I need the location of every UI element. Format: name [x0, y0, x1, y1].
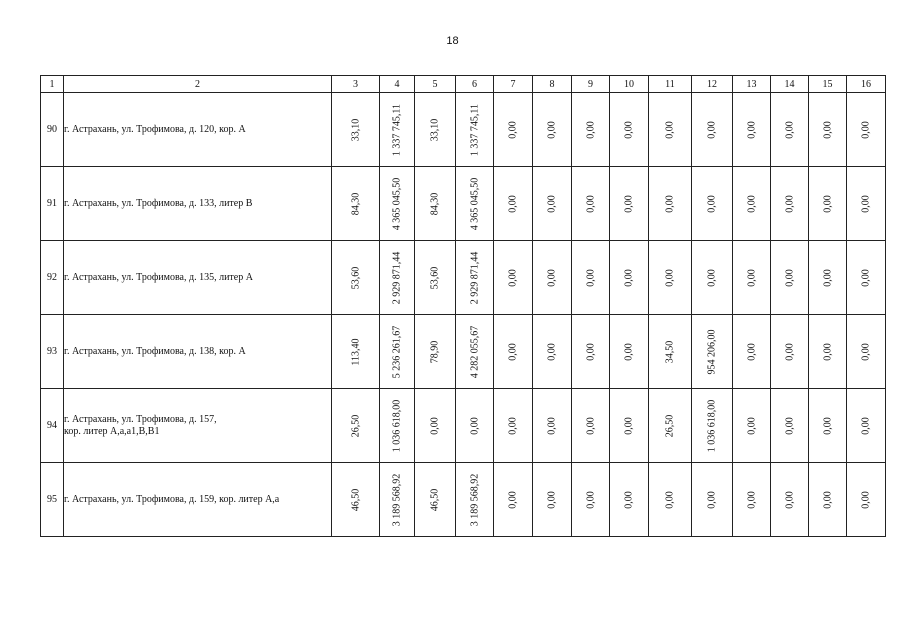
- header-cell: 5: [415, 76, 456, 93]
- value-cell: [847, 315, 886, 389]
- value-cell: [649, 463, 692, 537]
- value-text: 0,00: [664, 120, 676, 139]
- value-cell: [610, 93, 649, 167]
- value-cell: [380, 93, 415, 167]
- value-text: 0,00: [860, 416, 872, 435]
- value-text: 0,00: [507, 194, 519, 213]
- address-cell: [64, 315, 332, 389]
- value-cell: [332, 241, 380, 315]
- value-cell: [733, 241, 771, 315]
- address-cell: [64, 389, 332, 463]
- value-cell: [847, 93, 886, 167]
- header-cell: 9: [572, 76, 610, 93]
- table-row: [41, 241, 886, 315]
- value-text: 2 929 871,44: [469, 251, 480, 304]
- value-text: 0,00: [469, 416, 480, 435]
- value-cell: [332, 463, 380, 537]
- value-cell: [456, 463, 494, 537]
- value-cell: [809, 93, 847, 167]
- value-text: 0,00: [746, 268, 757, 287]
- value-cell: [332, 167, 380, 241]
- value-text: 0,00: [585, 490, 596, 509]
- value-cell: [332, 93, 380, 167]
- value-text: 3 189 568,92: [391, 473, 403, 526]
- value-cell: [847, 167, 886, 241]
- value-text: 0,00: [546, 342, 558, 361]
- value-cell: [771, 389, 809, 463]
- address-line: г. Астрахань, ул. Трофимова, д. 157,: [64, 413, 217, 425]
- value-cell: [771, 167, 809, 241]
- value-text: 0,00: [546, 268, 558, 287]
- value-cell: [572, 241, 610, 315]
- value-cell: [533, 241, 572, 315]
- value-text: 0,00: [860, 490, 872, 509]
- value-cell: [809, 241, 847, 315]
- value-text: 0,00: [623, 342, 635, 361]
- value-cell: [456, 93, 494, 167]
- address-line: кор. литер А,а,а1,В,В1: [64, 425, 160, 437]
- row-number: 90: [41, 93, 64, 167]
- value-cell: [733, 167, 771, 241]
- address-line: г. Астрахань, ул. Трофимова, д. 159, кор. литер А,а: [64, 493, 280, 505]
- header-cell: 1: [41, 76, 64, 93]
- value-text: 5 236 261,67: [391, 325, 403, 378]
- value-text: 113,40: [350, 337, 361, 366]
- value-text: 84,30: [350, 192, 361, 215]
- value-cell: [415, 167, 456, 241]
- value-cell: [610, 389, 649, 463]
- value-cell: [809, 463, 847, 537]
- value-text: 1 036 618,00: [706, 399, 718, 452]
- value-text: 0,00: [507, 416, 519, 435]
- header-cell: 10: [610, 76, 649, 93]
- value-cell: [494, 463, 533, 537]
- value-cell: [533, 389, 572, 463]
- value-cell: [494, 241, 533, 315]
- value-cell: [771, 241, 809, 315]
- header-cell: 14: [771, 76, 809, 93]
- value-text: 0,00: [822, 268, 833, 287]
- value-cell: [847, 463, 886, 537]
- value-text: 4 365 045,50: [469, 177, 480, 230]
- header-cell: 11: [649, 76, 692, 93]
- table-row: [41, 389, 886, 463]
- value-cell: [380, 389, 415, 463]
- value-text: 0,00: [822, 120, 833, 139]
- value-cell: [380, 315, 415, 389]
- value-text: 0,00: [623, 120, 635, 139]
- value-cell: [456, 241, 494, 315]
- value-text: 0,00: [585, 268, 596, 287]
- value-cell: [809, 315, 847, 389]
- value-cell: [692, 315, 733, 389]
- value-text: 0,00: [706, 194, 718, 213]
- header-cell: 15: [809, 76, 847, 93]
- value-cell: [494, 315, 533, 389]
- value-cell: [649, 241, 692, 315]
- value-cell: [332, 315, 380, 389]
- row-number: 94: [41, 389, 64, 463]
- value-cell: [415, 93, 456, 167]
- value-cell: [649, 93, 692, 167]
- value-cell: [572, 167, 610, 241]
- value-cell: [692, 389, 733, 463]
- value-text: 0,00: [746, 120, 757, 139]
- value-text: 0,00: [822, 194, 833, 213]
- value-cell: [572, 93, 610, 167]
- value-text: 46,50: [429, 488, 441, 511]
- value-cell: [572, 389, 610, 463]
- row-number: 95: [41, 463, 64, 537]
- value-cell: [692, 93, 733, 167]
- value-cell: [332, 389, 380, 463]
- address-cell: [64, 463, 332, 537]
- value-text: 0,00: [822, 490, 833, 509]
- value-text: 0,00: [546, 490, 558, 509]
- value-text: 46,50: [350, 488, 361, 511]
- value-text: 0,00: [706, 120, 718, 139]
- address-cell: [64, 241, 332, 315]
- value-cell: [649, 389, 692, 463]
- value-text: 0,00: [623, 416, 635, 435]
- value-cell: [380, 167, 415, 241]
- header-cell: 2: [64, 76, 332, 93]
- value-text: 84,30: [429, 192, 441, 215]
- value-text: 0,00: [784, 120, 795, 139]
- address-line: г. Астрахань, ул. Трофимова, д. 135, литер А: [64, 271, 253, 283]
- value-text: 0,00: [623, 194, 635, 213]
- value-text: 0,00: [746, 342, 757, 361]
- address-cell: [64, 167, 332, 241]
- value-text: 78,90: [429, 340, 441, 363]
- row-number: 92: [41, 241, 64, 315]
- value-cell: [649, 315, 692, 389]
- value-cell: [771, 93, 809, 167]
- value-text: 33,10: [429, 118, 441, 141]
- value-cell: [533, 315, 572, 389]
- value-cell: [733, 463, 771, 537]
- value-text: 0,00: [664, 194, 676, 213]
- value-text: 0,00: [784, 194, 795, 213]
- value-cell: [494, 93, 533, 167]
- value-cell: [380, 241, 415, 315]
- value-text: 0,00: [546, 416, 558, 435]
- value-cell: [847, 389, 886, 463]
- value-text: 0,00: [860, 342, 872, 361]
- value-cell: [610, 315, 649, 389]
- value-text: 0,00: [623, 490, 635, 509]
- value-text: 0,00: [507, 268, 519, 287]
- address-cell: [64, 93, 332, 167]
- row-number: 93: [41, 315, 64, 389]
- value-text: 0,00: [822, 416, 833, 435]
- value-cell: [533, 463, 572, 537]
- value-text: 0,00: [860, 120, 872, 139]
- value-cell: [692, 463, 733, 537]
- value-text: 1 337 745,11: [391, 103, 403, 156]
- table-row: [41, 93, 886, 167]
- value-text: 4 282 055,67: [469, 325, 480, 378]
- value-text: 954 206,00: [706, 329, 718, 374]
- value-text: 1 337 745,11: [469, 103, 480, 156]
- value-text: 0,00: [546, 120, 558, 139]
- value-cell: [456, 389, 494, 463]
- value-text: 0,00: [784, 342, 795, 361]
- value-cell: [494, 167, 533, 241]
- value-cell: [610, 463, 649, 537]
- value-cell: [415, 241, 456, 315]
- value-text: 0,00: [429, 416, 441, 435]
- value-text: 26,50: [350, 414, 361, 437]
- address-line: г. Астрахань, ул. Трофимова, д. 138, кор. А: [64, 345, 246, 357]
- value-cell: [533, 167, 572, 241]
- value-cell: [572, 315, 610, 389]
- value-cell: [572, 463, 610, 537]
- value-text: 0,00: [822, 342, 833, 361]
- table-row: [41, 463, 886, 537]
- table-body: [41, 93, 886, 537]
- address-line: г. Астрахань, ул. Трофимова, д. 133, литер В: [64, 197, 253, 209]
- value-text: 2 929 871,44: [391, 251, 403, 304]
- value-text: 0,00: [706, 268, 718, 287]
- value-text: 0,00: [546, 194, 558, 213]
- value-text: 0,00: [585, 342, 596, 361]
- value-text: 0,00: [784, 268, 795, 287]
- value-text: 0,00: [746, 490, 757, 509]
- value-cell: [809, 389, 847, 463]
- table-row: [41, 167, 886, 241]
- value-cell: [415, 389, 456, 463]
- value-cell: [533, 93, 572, 167]
- value-cell: [380, 463, 415, 537]
- value-cell: [610, 167, 649, 241]
- value-text: 0,00: [585, 194, 596, 213]
- value-text: 0,00: [784, 490, 795, 509]
- value-cell: [692, 167, 733, 241]
- header-row: [41, 76, 886, 93]
- value-cell: [610, 241, 649, 315]
- value-text: 33,10: [350, 118, 361, 141]
- header-cell: 8: [533, 76, 572, 93]
- value-cell: [809, 167, 847, 241]
- value-cell: [771, 463, 809, 537]
- value-cell: [771, 315, 809, 389]
- value-text: 26,50: [664, 414, 676, 437]
- value-cell: [456, 167, 494, 241]
- value-text: 0,00: [784, 416, 795, 435]
- value-text: 0,00: [664, 268, 676, 287]
- value-text: 0,00: [507, 342, 519, 361]
- table-row: [41, 315, 886, 389]
- page-number: 18: [446, 35, 459, 47]
- value-text: 53,60: [350, 266, 361, 289]
- value-text: 0,00: [746, 194, 757, 213]
- value-text: 0,00: [585, 416, 596, 435]
- value-text: 0,00: [860, 268, 872, 287]
- value-cell: [494, 389, 533, 463]
- header-cell: 6: [456, 76, 494, 93]
- header-cell: 3: [332, 76, 380, 93]
- value-cell: [649, 167, 692, 241]
- value-cell: [847, 241, 886, 315]
- value-text: 0,00: [746, 416, 757, 435]
- header-cell: 4: [380, 76, 415, 93]
- value-cell: [415, 463, 456, 537]
- value-text: 0,00: [706, 490, 718, 509]
- value-cell: [456, 315, 494, 389]
- value-cell: [733, 93, 771, 167]
- value-text: 1 036 618,00: [391, 399, 403, 452]
- header-cell: 13: [733, 76, 771, 93]
- value-cell: [692, 241, 733, 315]
- value-cell: [733, 389, 771, 463]
- header-cell: 16: [847, 76, 886, 93]
- value-text: 0,00: [507, 120, 519, 139]
- header-cell: 7: [494, 76, 533, 93]
- address-line: г. Астрахань, ул. Трофимова, д. 120, кор. А: [64, 123, 246, 135]
- value-text: 53,60: [429, 266, 441, 289]
- header-cell: 12: [692, 76, 733, 93]
- value-text: 0,00: [664, 490, 676, 509]
- value-text: 0,00: [860, 194, 872, 213]
- value-cell: [415, 315, 456, 389]
- row-number: 91: [41, 167, 64, 241]
- value-text: 0,00: [507, 490, 519, 509]
- value-text: 0,00: [585, 120, 596, 139]
- value-text: 34,50: [664, 340, 676, 363]
- value-cell: [733, 315, 771, 389]
- value-text: 0,00: [623, 268, 635, 287]
- value-text: 3 189 568,92: [469, 473, 480, 526]
- property-table: [40, 75, 886, 537]
- value-text: 4 365 045,50: [391, 177, 403, 230]
